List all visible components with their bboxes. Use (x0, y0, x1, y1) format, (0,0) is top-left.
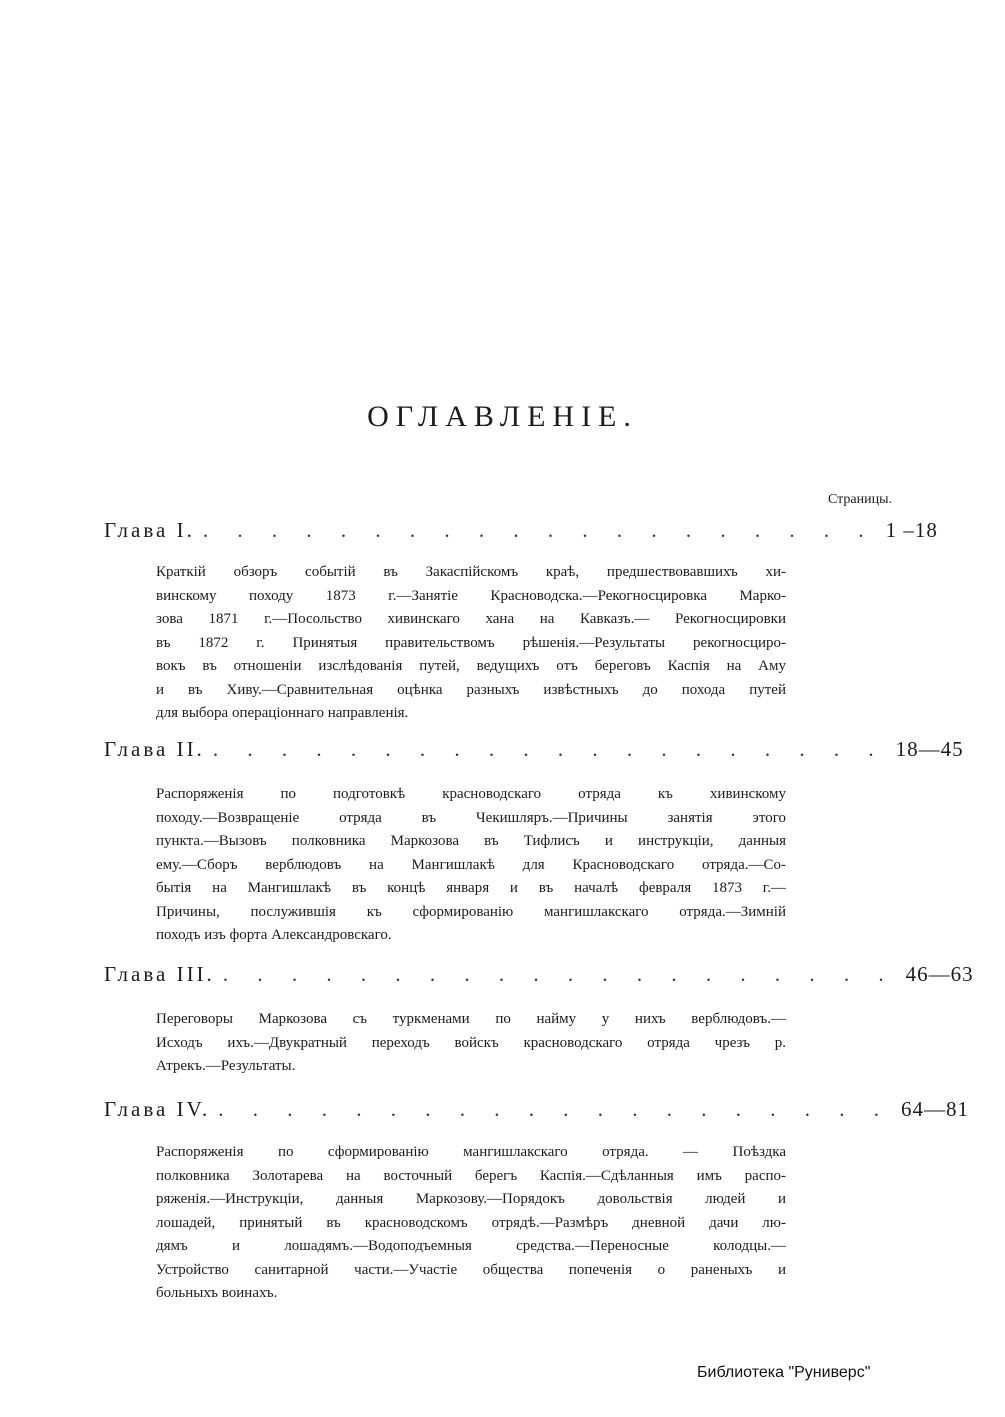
leader-dots: . . . . . . . . . . . . . . . . . . . . (212, 737, 886, 761)
library-watermark: Библиотека "Руниверс" (697, 1364, 871, 1381)
chapter-heading-3 (104, 962, 974, 992)
chapter-heading-2 (104, 737, 964, 767)
description-line: въ 1872 г. Принятыя правительствомъ рѣшенія.—Результаты рекогносциро- (156, 634, 786, 651)
description-line: Причины, послужившія къ сформированію мангишлакскаго отряда.—Зимній (156, 903, 786, 920)
chapter-pages: 18—45 (895, 737, 964, 761)
chapter-label: Глава I. (104, 518, 195, 542)
chapter-heading-1 (104, 518, 938, 548)
chapter-heading-4 (104, 1097, 970, 1127)
description-line: Переговоры Маркозова съ туркменами по найму у нихъ верблюдовъ.— (156, 1011, 786, 1027)
description-line: Краткій обзоръ событій въ Закаспійскомъ краѣ, предшествовавшихъ хи- (156, 564, 786, 580)
chapter-description-3 (156, 1008, 786, 1079)
chapter-description-1 (156, 561, 786, 726)
description-line: Атрекъ.—Результаты. (156, 1058, 296, 1074)
chapter-pages: 46—63 (905, 962, 974, 986)
description-line: вокъ въ отношеніи изслѣдованія путей, ведущихъ отъ береговъ Каспія на Аму (156, 658, 786, 674)
leader-dots: . . . . . . . . . . . . . . . . . . . . (222, 962, 896, 986)
description-line: для выбора операціоннаго направленія. (156, 705, 409, 721)
pages-column-header: Страницы. (827, 492, 892, 507)
chapter-pages: 64—81 (901, 1097, 970, 1121)
description-line: походу.—Возвращеніе отряда въ Чекишляръ.—Причины занятія этого (156, 809, 786, 826)
description-line: походъ изъ форта Александровскаго. (156, 927, 392, 943)
leader-dots: . . . . . . . . . . . . . . . . . . . . (202, 518, 876, 542)
description-line: винскому походу 1873 г.—Занятіе Красноводска.—Рекогносцировка Марко- (156, 587, 786, 604)
description-line: пункта.—Вызовъ полковника Маркозова въ Тифлисъ и инструкціи, данныя (156, 833, 786, 849)
chapter-label: Глава II. (104, 737, 205, 761)
description-line: лошадей, принятый въ красноводскомъ отрядѣ.—Размѣръ дневной дачи лю- (156, 1214, 786, 1231)
description-line: больныхъ воинахъ. (156, 1285, 278, 1301)
chapter-description-4 (156, 1141, 786, 1306)
description-line: полковника Золотарева на восточный берегъ Каспія.—Сдѣланныя имъ распо- (156, 1167, 786, 1184)
chapter-pages: 1 –18 (885, 518, 938, 542)
leader-dots: . . . . . . . . . . . . . . . . . . . . (218, 1097, 892, 1121)
description-line: дямъ и лошадямъ.—Водоподъемныя средства.—Переносные колодцы.— (156, 1238, 786, 1254)
description-line: Распоряженія по подготовкѣ красноводскаго отряда къ хивинскому (156, 786, 786, 802)
chapter-label: Глава III. (104, 962, 215, 986)
page-title: ОГЛАВЛЕНІЕ. (367, 400, 638, 433)
description-line: бытія на Мангишлакѣ въ концѣ января и въ началѣ февраля 1873 г.— (156, 880, 786, 896)
chapter-label: Глава IV. (104, 1097, 211, 1121)
description-line: Распоряженія по сформированію мангишлакскаго отряда. — Поѣздка (156, 1144, 786, 1160)
description-line: и въ Хиву.—Сравнительная оцѣнка разныхъ извѣстныхъ до похода путей (156, 681, 786, 698)
description-line: ряженія.—Инструкціи, данныя Маркозову.—Порядокъ довольствія людей и (156, 1191, 786, 1207)
description-line: Исходъ ихъ.—Двукратный переходъ войскъ красноводскаго отряда чрезъ р. (156, 1034, 786, 1051)
description-line: Устройство санитарной части.—Участіе общества попеченія о раненыхъ и (156, 1261, 786, 1278)
description-line: ему.—Сборъ верблюдовъ на Мангишлакѣ для Красноводскаго отряда.—Со- (156, 856, 786, 873)
description-line: зова 1871 г.—Посольство хивинскаго хана на Кавказъ.— Рекогносцировки (156, 611, 786, 627)
chapter-description-2 (156, 783, 786, 948)
